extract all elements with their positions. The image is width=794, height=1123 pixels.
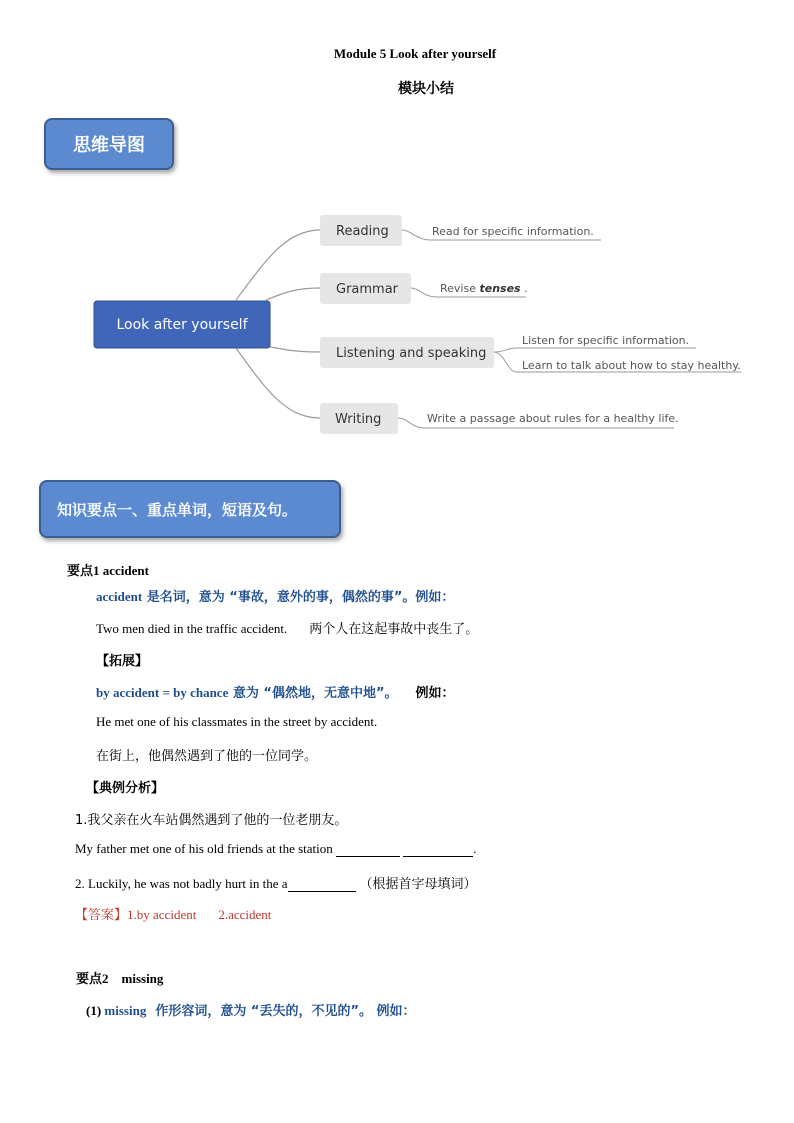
blank-1[interactable]: [336, 842, 400, 857]
point2-heading: 要点2 missing: [76, 971, 164, 987]
leaf-grammar: Revise tenses .: [440, 282, 528, 295]
connector-writing: [236, 348, 320, 418]
branch-grammar-label: Grammar: [336, 282, 399, 297]
point1-phrase: by accident = by chance 意为 “偶然地，无意中地”。 例如：: [96, 685, 455, 701]
document-title: Module 5 Look after yourself: [333, 46, 497, 61]
question2: 2. Luckily, he was not badly hurt in the a （根据首字母填词）: [75, 876, 477, 892]
leaf-listening-2: Learn to talk about how to stay healthy.: [522, 359, 741, 372]
leaf-reading: Read for specific information.: [432, 225, 594, 238]
connector-grammar: [266, 288, 320, 300]
connector-reading: [236, 230, 320, 300]
question1-cn: 1.我父亲在火车站偶然遇到了他的一位老朋友。: [75, 813, 348, 828]
point1-example2-en: He met one of his classmates in the street by accident.: [96, 714, 378, 729]
leaf-listening-1: Listen for specific information.: [522, 334, 690, 347]
document-subtitle: 模块小结: [398, 81, 454, 97]
point1-definition: accident 是名词，意为 “事故，意外的事，偶然的事”。例如：: [96, 589, 455, 605]
point1-analysis-label: 【典例分析】: [86, 781, 165, 796]
blank-2[interactable]: [403, 842, 473, 857]
center-node-label: Look after yourself: [116, 317, 248, 333]
leaf-line-listening-1: [494, 348, 696, 352]
point1-heading: 要点1 accident: [67, 563, 149, 579]
point1-answer: 【答案】1.by accident 2.accident: [75, 907, 272, 923]
point1-example2-cn: 在街上，他偶然遇到了他的一位同学。: [96, 749, 318, 764]
blank-3[interactable]: [288, 877, 356, 892]
question1-en: My father met one of his old friends at the station .: [75, 841, 477, 856]
branch-writing-label: Writing: [335, 412, 382, 427]
connector-listening: [266, 346, 320, 352]
branch-listening-label: Listening and speaking: [336, 346, 487, 361]
point1-example1: Two men died in the traffic accident. 两个人在这起事故中丧生了。: [96, 621, 479, 637]
mind-map-banner: 思维导图: [44, 118, 174, 170]
leaf-writing: Write a passage about rules for a healthy life.: [427, 412, 679, 425]
point2-definition: (1) missing 作形容词，意为 “丢失的，不见的”。 例如：: [86, 1003, 416, 1019]
mind-map: [86, 200, 766, 450]
point1-expand-label: 【拓展】: [96, 654, 149, 669]
knowledge-banner: 知识要点一、重点单词，短语及句。: [39, 480, 341, 538]
branch-reading-label: Reading: [336, 224, 389, 239]
